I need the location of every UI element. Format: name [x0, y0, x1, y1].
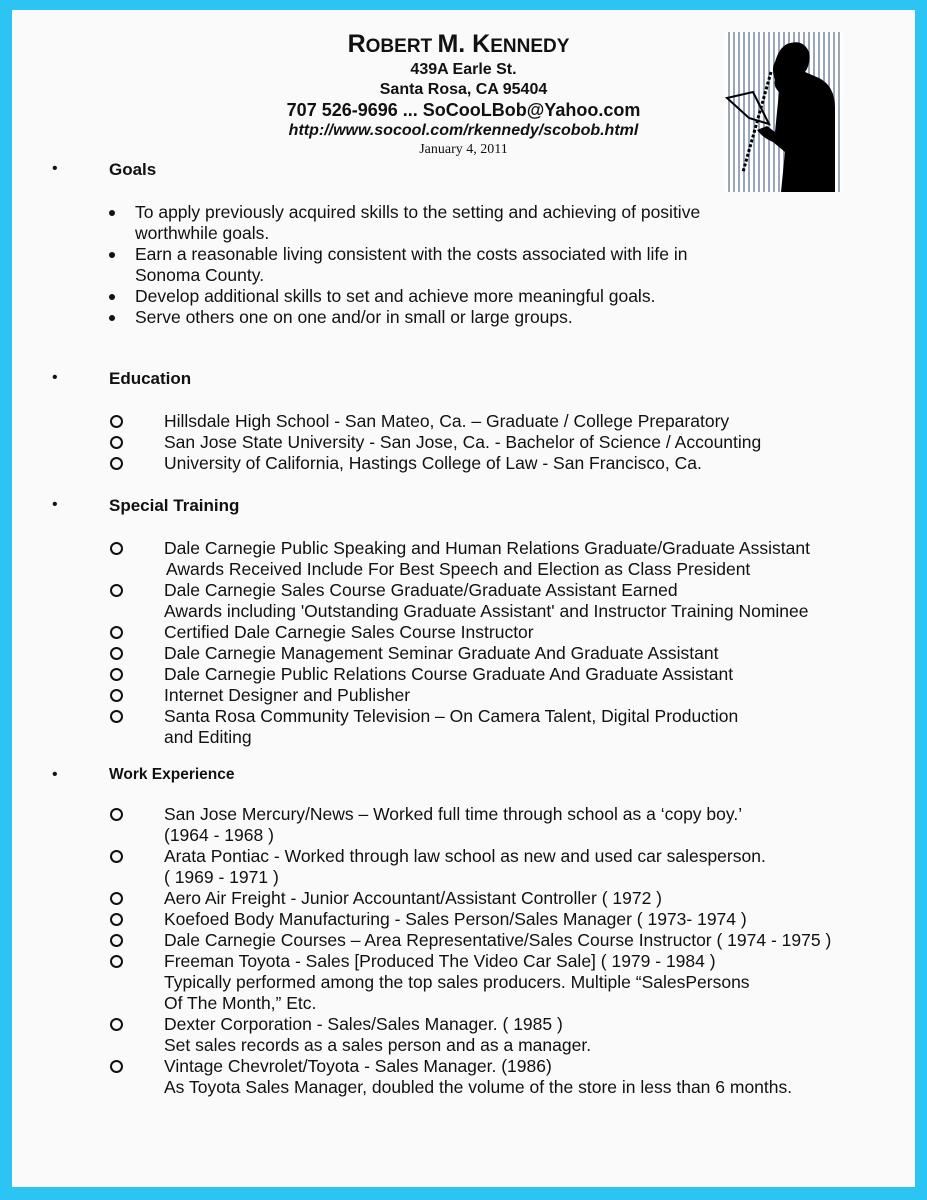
list-item: Dale Carnegie Public Speaking and Human Relations Graduate/Graduate Assistant Awards Received Include For Best Speech and Election as Class President [110, 538, 810, 580]
section-bullet: • [52, 160, 58, 177]
address-line-1: 439A Earle St. [410, 61, 517, 78]
list-item: Koefoed Body Manufacturing - Sales Person/Sales Manager ( 1973- 1974 ) [110, 909, 831, 930]
list-item: Aero Air Freight - Junior Accountant/Assistant Controller ( 1972 ) [110, 888, 831, 909]
list-item: Dale Carnegie Sales Course Graduate/Graduate Assistant Earned Awards including 'Outstanding Graduate Assistant' and Instructor Training Nominee [110, 580, 810, 622]
resume-date: January 4, 2011 [419, 142, 508, 157]
list-item: Serve others one on one and/or in small or large groups. [107, 307, 700, 328]
list-item: Earn a reasonable living consistent with the costs associated with life in Sonoma County. [107, 244, 700, 286]
list-item: Dale Carnegie Management Seminar Graduate And Graduate Assistant [110, 643, 810, 664]
training-list [110, 538, 810, 748]
list-item: Develop additional skills to set and achieve more meaningful goals. [107, 286, 700, 307]
goals-list [107, 202, 700, 328]
circle-bullet-icon [110, 934, 123, 947]
list-item: San Jose State University - San Jose, Ca. - Bachelor of Science / Accounting [110, 432, 761, 453]
circle-bullet-icon [110, 457, 123, 470]
list-item: To apply previously acquired skills to the setting and achieving of positive worthwhile goals. [107, 202, 700, 244]
circle-bullet-icon [110, 689, 123, 702]
training-heading: Special Training [109, 496, 240, 515]
list-item: Dexter Corporation - Sales/Sales Manager. ( 1985 ) Set sales records as a sales person and as a manager. [110, 1014, 831, 1056]
list-item: Dale Carnegie Public Relations Course Graduate And Graduate Assistant [110, 664, 810, 685]
list-item: Santa Rosa Community Television – On Camera Talent, Digital Production and Editing [110, 706, 810, 748]
work-list [110, 804, 831, 1098]
circle-bullet-icon [110, 436, 123, 449]
contact-line: 707 526-9696 ... SoCooLBob@Yahoo.com [286, 100, 641, 120]
list-item: Freeman Toyota - Sales [Produced The Video Car Sale] ( 1979 - 1984 ) Typically performed among the top sales producers. Multiple “SalesPersons Of The Month,” Etc. [110, 951, 831, 1014]
list-item: San Jose Mercury/News – Worked full time through school as a ‘copy boy.’ (1964 - 1968 ) [110, 804, 831, 846]
circle-bullet-icon [110, 668, 123, 681]
list-item: Internet Designer and Publisher [110, 685, 810, 706]
address-line-2: Santa Rosa, CA 95404 [379, 81, 548, 98]
bullet-icon [109, 315, 115, 321]
education-list [110, 411, 761, 474]
goals-heading: Goals [109, 160, 157, 179]
circle-bullet-icon [110, 1018, 123, 1031]
circle-bullet-icon [110, 415, 123, 428]
circle-bullet-icon [110, 913, 123, 926]
section-bullet: • [52, 766, 58, 783]
list-item: Dale Carnegie Courses – Area Representative/Sales Course Instructor ( 1974 - 1975 ) [110, 930, 831, 951]
circle-bullet-icon [110, 1060, 123, 1073]
section-bullet: • [52, 496, 58, 513]
bullet-icon [109, 252, 115, 258]
circle-bullet-icon [110, 626, 123, 639]
circle-bullet-icon [110, 850, 123, 863]
section-bullet: • [52, 369, 58, 386]
bullet-icon [109, 294, 115, 300]
list-item: Vintage Chevrolet/Toyota - Sales Manager. (1986) As Toyota Sales Manager, doubled the volume of the store in less than 6 months. [110, 1056, 831, 1098]
website-link[interactable]: http://www.socool.com/rkennedy/scobob.html [288, 122, 639, 139]
circle-bullet-icon [110, 710, 123, 723]
list-item: University of California, Hastings College of Law - San Francisco, Ca. [110, 453, 761, 474]
work-heading: Work Experience [109, 766, 235, 783]
list-item: Arata Pontiac - Worked through law school as new and used car salesperson. ( 1969 - 1971 ) [110, 846, 831, 888]
resume-name: ROBERT M. KENNEDY [347, 30, 570, 58]
circle-bullet-icon [110, 584, 123, 597]
bullet-icon [109, 210, 115, 216]
circle-bullet-icon [110, 892, 123, 905]
list-item: Hillsdale High School - San Mateo, Ca. – Graduate / College Preparatory [110, 411, 761, 432]
list-item: Certified Dale Carnegie Sales Course Instructor [110, 622, 810, 643]
circle-bullet-icon [110, 542, 123, 555]
education-heading: Education [109, 369, 192, 388]
circle-bullet-icon [110, 647, 123, 660]
circle-bullet-icon [110, 955, 123, 968]
speaker-silhouette-image [725, 32, 843, 192]
circle-bullet-icon [110, 808, 123, 821]
